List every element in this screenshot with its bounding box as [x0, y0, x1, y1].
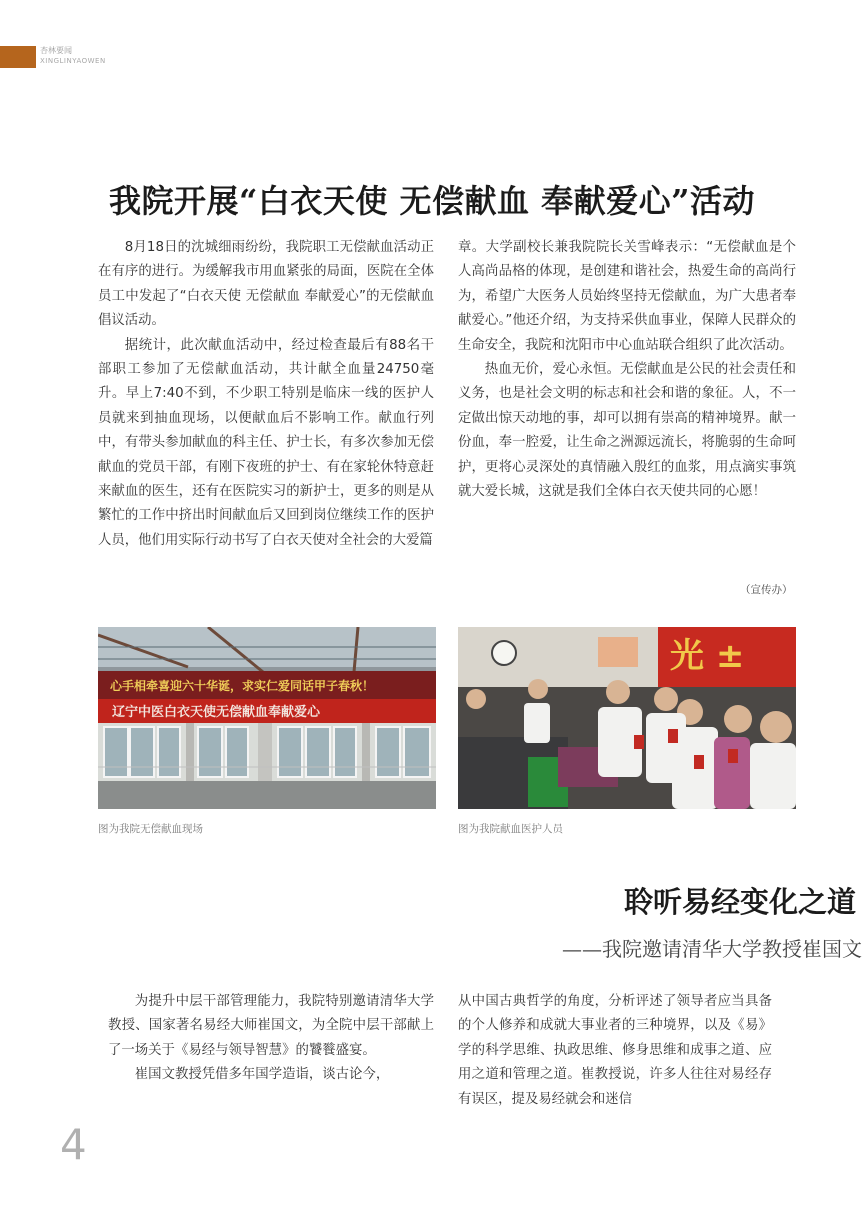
svg-text:光 ±: 光 ± [670, 636, 745, 676]
paragraph: 崔国文教授凭借多年国学造诣，谈古论今， [134, 1067, 390, 1083]
article-column-right [458, 990, 772, 1112]
photo-caption: 图为我院献血医护人员 [458, 823, 563, 835]
photo-donor-staff [458, 627, 796, 809]
paragraph: 从中国古典哲学的角度，分析评述了领导者应当具备的个人修养和成就大事业者的三种境界，以及《易》学的科学思维、执政思维、修身思维和成事之道、应用之道和管理之道。崔教授说，许多人往往对易经存有误区，提及易经就会和迷信 [458, 994, 772, 1107]
paragraph: 据统计，此次献血活动中，经过检查最后有88名干部职工参加了无偿献血活动，共计献全血量24750毫升。早上7:40不到，不少职工特别是临床一线的医护人员就来到抽血现场，以便献血后不影响工作。献血行列中，有带头参加献血的科主任、护士长，有多次参加无偿献血的党员干部，有刚下夜班的护士、有在家轮休特意赶来献血的医生，还有在医院实习的新护士，更多的则是从繁忙的工作中挤出时间献血后又回到岗位继续工作的医护人员，他们用实际行动书写了白衣天使对全社会的大爱篇 [98, 337, 434, 548]
photo-caption: 图为我院无偿献血现场 [98, 823, 203, 835]
article-subtitle: ——我院邀请清华大学教授崔国文 [562, 937, 862, 961]
photo-blood-donation-site [98, 627, 436, 809]
section-name: 杏林要闻 [40, 46, 72, 55]
article-column-left [108, 990, 434, 1088]
paragraph: 8月18日的沈城细雨纷纷，我院职工无偿献血活动正在有序的进行。为缓解我市用血紧张的局面，医院在全体员工中发起了“白衣天使 无偿献血 奉献爱心”的无偿献血倡议活动。 [98, 240, 434, 329]
article-source: （宣传办） [740, 584, 793, 596]
banner-top-text: 心手相牵喜迎六十华诞，求实仁爱同话甲子春秋！ [110, 679, 375, 693]
paragraph: 热血无价，爱心永恒。无偿献血是公民的社会责任和义务，也是社会文明的标志和社会和谐的象征。人，不一定做出惊天动地的事，却可以拥有崇高的精神境界。献一份血，奉一腔爱，让生命之洲源远流长，将脆弱的生命呵护，更将心灵深处的真情融入殷红的血浆，用点滴实事筑就大爱长城，这就是我们全体白衣天使共同的心愿！ [458, 362, 796, 500]
article-column-right [458, 236, 796, 504]
banner-bottom-text: 辽宁中医白衣天使无偿献血奉献爱心 [112, 705, 321, 720]
article-title: 聆听易经变化之道 [623, 885, 856, 919]
page-number: 4 [60, 1120, 87, 1169]
section-name-pinyin: XINGLINYAOWEN [40, 57, 106, 65]
section-tab-marker [0, 46, 36, 68]
paragraph: 为提升中层干部管理能力，我院特别邀请清华大学教授、国家著名易经大师崔国文，为全院中层干部献上了一场关于《易经与领导智慧》的饕餮盛宴。 [108, 994, 434, 1058]
paragraph: 章。大学副校长兼我院院长关雪峰表示：“无偿献血是个人高尚品格的体现，是创建和谐社会，热爱生命的高尚行为，希望广大医务人员始终坚持无偿献血，为广大患者奉献爱心。”他还介绍，为支持采供血事业，保障人民群众的生命安全，我院和沈阳市中心血站联合组织了此次活动。 [458, 240, 796, 353]
article-title: 我院开展“白衣天使 无偿献血 奉献爱心”活动 [108, 182, 756, 220]
article-column-left [98, 236, 434, 553]
